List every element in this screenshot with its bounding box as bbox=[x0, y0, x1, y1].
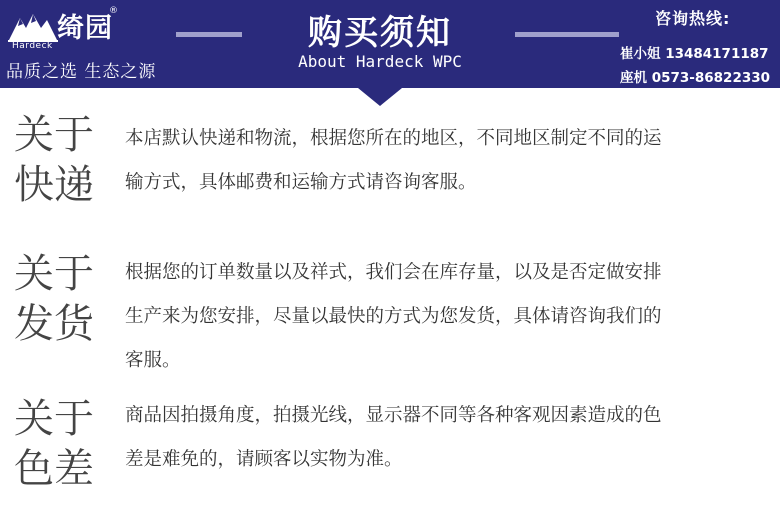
page-title: 购买须知 bbox=[308, 13, 452, 53]
brand-name-cn: 绮园 bbox=[57, 13, 113, 44]
section-title-line2: 发货 bbox=[14, 301, 94, 347]
section-body bbox=[125, 117, 765, 205]
body-line: 本店默认快递和物流，根据您所在的地区，不同地区制定不同的运 bbox=[125, 128, 662, 149]
slogan: 品质之选 生态之源 bbox=[6, 62, 157, 82]
decorative-bar-left bbox=[176, 32, 242, 37]
section-body bbox=[125, 251, 765, 383]
hotline-label: 咨询热线: bbox=[655, 9, 731, 28]
banner-notch bbox=[358, 88, 402, 106]
body-line: 输方式，具体邮费和运输方式请咨询客服。 bbox=[125, 172, 477, 193]
section-title-line2: 快递 bbox=[14, 162, 94, 208]
brand-name-en: Hardeck bbox=[12, 41, 53, 51]
header-banner bbox=[0, 0, 780, 88]
section-title bbox=[14, 110, 110, 210]
contact-mobile: 崔小姐 13484171187 bbox=[620, 46, 769, 62]
body-line: 差是难免的，请顾客以实物为准。 bbox=[125, 449, 403, 470]
section-title-line1: 关于 bbox=[14, 251, 94, 297]
section-title bbox=[14, 394, 110, 494]
decorative-bar-right bbox=[515, 32, 619, 37]
section-title-line1: 关于 bbox=[14, 396, 94, 442]
page-subtitle: About Hardeck WPC bbox=[298, 52, 462, 71]
body-line: 商品因拍摄角度，拍摄光线，显示器不同等各种客观因素造成的色 bbox=[125, 405, 662, 426]
section-body bbox=[125, 394, 765, 482]
body-line: 根据您的订单数量以及祥式，我们会在库存量，以及是否定做安排 bbox=[125, 262, 662, 283]
body-line: 生产来为您安排，尽量以最快的方式为您发货，具体请咨询我们的 bbox=[125, 306, 662, 327]
contact-landline: 座机 0573-86822330 bbox=[620, 70, 771, 86]
registered-mark: ® bbox=[109, 6, 118, 16]
section-title-line2: 色差 bbox=[14, 446, 94, 492]
section-title-line1: 关于 bbox=[14, 112, 94, 158]
body-line: 客服。 bbox=[125, 350, 181, 371]
section-title bbox=[14, 249, 110, 349]
